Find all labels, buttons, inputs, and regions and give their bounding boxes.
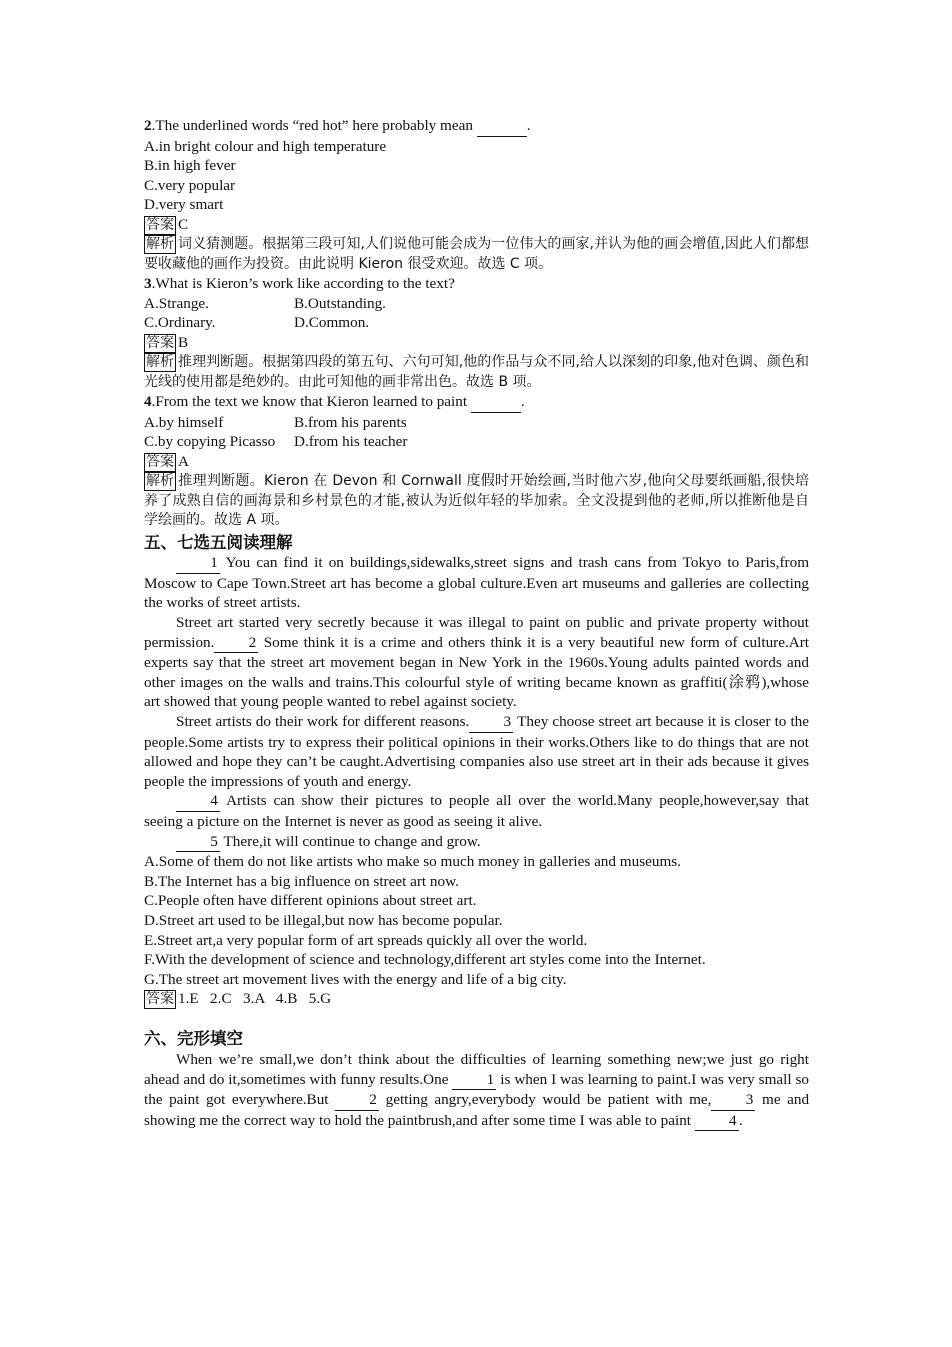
- question-4-stem: 4.From the text we know that Kieron learned to paint .: [144, 392, 809, 413]
- q2-answer: 答案 C: [146, 215, 189, 233]
- q4-option-d: D.from his teacher: [294, 433, 408, 451]
- passage-paragraph-5: 5 There,it will continue to change and grow.: [144, 832, 809, 853]
- q2-option-a: A.in bright colour and high temperature: [144, 137, 387, 155]
- section-5-title: 五、七选五阅读理解: [144, 532, 293, 552]
- analysis-tag: 解析: [146, 353, 174, 370]
- cloze-blank-4: 4: [695, 1111, 739, 1132]
- s5-answers: 答案 1.E 2.C 3.A 4.B 5.G: [146, 990, 332, 1008]
- cloze-blank-2: 2: [335, 1090, 379, 1111]
- answer-tag: 答案: [146, 453, 174, 470]
- question-2-stem: 2.The underlined words “red hot” here probably mean .: [144, 116, 809, 137]
- q2-analysis: 解析 词义猜测题。根据第三段可知,人们说他可能会成为一位伟大的画家,并认为他的画会增值,因此人们都想要收藏他的画作为投资。由此说明 Kieron 很受欢迎。故选 C 项。: [144, 235, 809, 272]
- passage-paragraph-4: 4 Artists can show their pictures to people all over the world.Many people,however,say that seeing a picture on the Internet is never as good as seeing it alive.: [144, 792, 809, 830]
- s5-option-a: A.Some of them do not like artists who make so much money in galleries and museums.: [144, 853, 681, 871]
- q3-answer: 答案 B: [146, 333, 189, 351]
- q3-option-b: B.Outstanding.: [294, 294, 386, 312]
- q2-option-b: B.in high fever: [144, 157, 236, 175]
- q3-option-a: A.Strange.: [144, 294, 209, 312]
- answer-blank: [471, 392, 521, 413]
- analysis-tag: 解析: [146, 235, 174, 252]
- s5-option-b: B.The Internet has a big influence on street art now.: [144, 872, 459, 890]
- section-6-title: 六、完形填空: [144, 1029, 243, 1049]
- q3-option-d: D.Common.: [294, 314, 370, 332]
- cloze-passage: When we’re small,we don’t think about the difficulties of learning something new;we just go right ahead and do it,sometimes with funny results.One 1 is when I was learning to paint.I was very small so the paint got everywhere.But 2 getting angry,everybody would be patient with me, 3 me and showing me the correct way to hold the paintbrush,and after some time I was able to paint 4 .: [144, 1050, 809, 1131]
- blank-2: 2: [214, 633, 258, 654]
- blank-3: 3: [469, 712, 513, 733]
- q4-option-a: A.by himself: [144, 413, 224, 431]
- q3-analysis: 解析 推理判断题。根据第四段的第五句、六句可知,他的作品与众不同,给人以深刻的印象,他对色调、颜色和光线的使用都是绝妙的。由此可知他的画非常出色。故选 B 项。: [144, 353, 809, 390]
- blank-1: 1: [176, 553, 220, 574]
- document-page: [144, 116, 809, 1131]
- cloze-blank-1: 1: [452, 1070, 496, 1091]
- q4-option-c: C.by copying Picasso: [144, 433, 276, 451]
- s5-option-e: E.Street art,a very popular form of art spreads quickly all over the world.: [144, 931, 588, 949]
- q4-answer: 答案 A: [146, 452, 189, 470]
- blank-4: 4: [176, 791, 220, 812]
- answer-tag: 答案: [146, 991, 174, 1008]
- passage-paragraph-3: Street artists do their work for different reasons. 3 They choose street art because it is closer to the people.Some artists try to express their political opinions in their works.Others like to do things that are not allowed and hope they can’t be caught.Advertising companies also use street art in their ads because it gives people the impressions of youth and energy.: [144, 713, 809, 790]
- answer-tag: 答案: [146, 216, 174, 233]
- s5-option-c: C.People often have different opinions about street art.: [144, 892, 477, 910]
- q2-option-c: C.very popular: [144, 176, 236, 194]
- blank-5: 5: [176, 832, 220, 853]
- passage-paragraph-2: Street art started very secretly because it was illegal to paint on public and private property without permission. 2 Some think it is a crime and others think it is a very beautiful new form of culture.Art experts say that the street art movement began in New York in the 1960s.Young adults painted words and other images on the walls and trains.This colourful style of writing became known as graffiti(涂鸦),whose art showed that young people wanted to rebel against society.: [144, 614, 810, 711]
- q4-option-b: B.from his parents: [294, 413, 407, 431]
- s5-option-f: F.With the development of science and technology,different art styles come into the Internet.: [144, 951, 706, 969]
- q4-analysis: 解析 推理判断题。Kieron 在 Devon 和 Cornwall 度假时开始绘画,当时他六岁,他向父母要纸画船,很快培养了成熟自信的画海景和乡村景色的才能,被认为近似年轻的毕加索。全文没提到他的老师,所以推断他是自学绘画的。故选 A 项。: [144, 472, 809, 529]
- answer-blank: [477, 116, 527, 137]
- passage-paragraph-1: 1 You can find it on buildings,sidewalks,street signs and trash cans from Tokyo to Paris,from Moscow to Cape Town.Street art has become a global culture.Even art museums and galleries are collecting the works of street artists.: [144, 554, 810, 612]
- q3-option-c: C.Ordinary.: [144, 314, 216, 332]
- question-3-stem: 3.What is Kieron’s work like according to the text?: [144, 275, 455, 293]
- answer-tag: 答案: [146, 334, 174, 351]
- q2-option-d: D.very smart: [144, 196, 224, 214]
- s5-option-d: D.Street art used to be illegal,but now has become popular.: [144, 911, 503, 929]
- s5-option-g: G.The street art movement lives with the energy and life of a big city.: [144, 970, 567, 988]
- analysis-tag: 解析: [146, 472, 174, 489]
- cloze-blank-3: 3: [711, 1090, 755, 1111]
